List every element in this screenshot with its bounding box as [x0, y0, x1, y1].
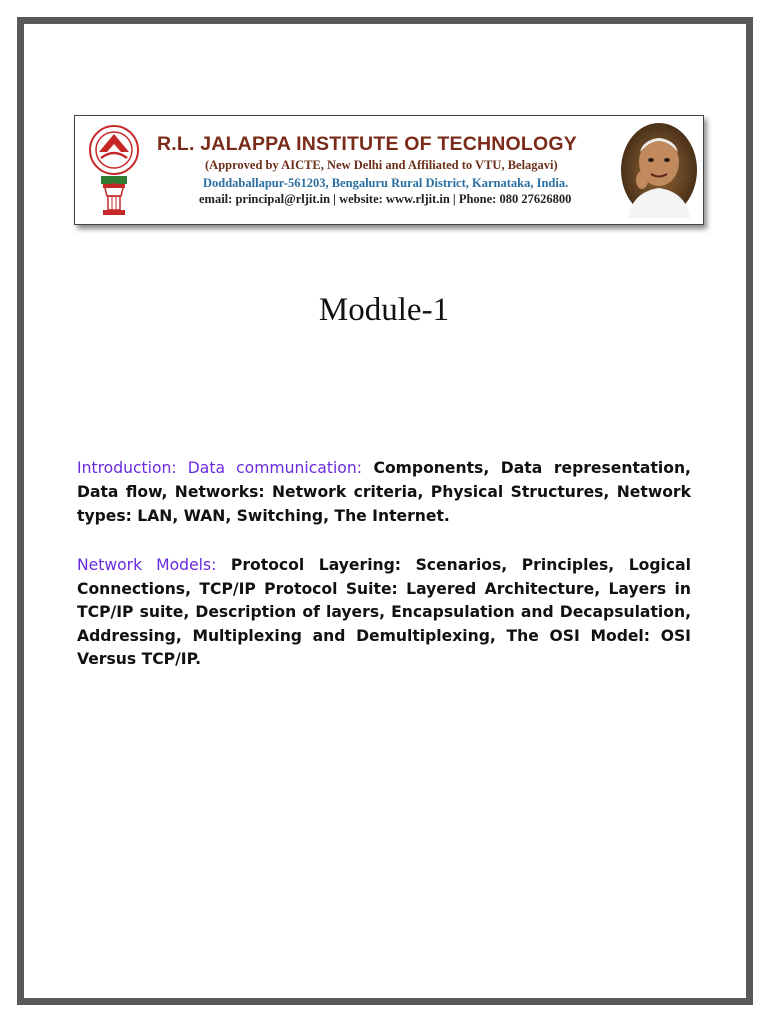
section-lead: Network Models: [77, 556, 217, 574]
contact-line: email: principal@rljit.in | website: www.rljit.in | Phone: 080 27626800 [199, 192, 572, 206]
section-introduction [77, 456, 691, 528]
section-network-models [77, 554, 691, 672]
approval-line: (Approved by AICTE, New Delhi and Affiliated to VTU, Belagavi) [205, 158, 558, 172]
address-line: Doddaballapur-561203, Bengaluru Rural District, Karnataka, India. [203, 176, 569, 190]
section-lead: Introduction: Data communication: [77, 459, 362, 477]
institute-emblem-icon [81, 122, 147, 222]
founder-portrait-icon [620, 122, 698, 218]
institute-header-banner [74, 115, 704, 225]
institute-name: R.L. JALAPPA INSTITUTE OF TECHNOLOGY [157, 133, 577, 155]
section-body: Protocol Layering: Scenarios, Principles, Logical Connections, TCP/IP Protocol Suite: Layered Architecture, Layers in TCP/IP suite, Description of layers, Encapsulation and Decapsulation, Addressing, Multiplexing and Demultiplexing, The OSI Model: OSI Versus TCP/IP. [77, 556, 692, 668]
module-title: Module-1 [318, 292, 450, 328]
section-body: Components, Data representation, Data flow, Networks: Network criteria, Physical Structures, Network types: LAN, WAN, Switching, The Internet. [77, 459, 691, 525]
